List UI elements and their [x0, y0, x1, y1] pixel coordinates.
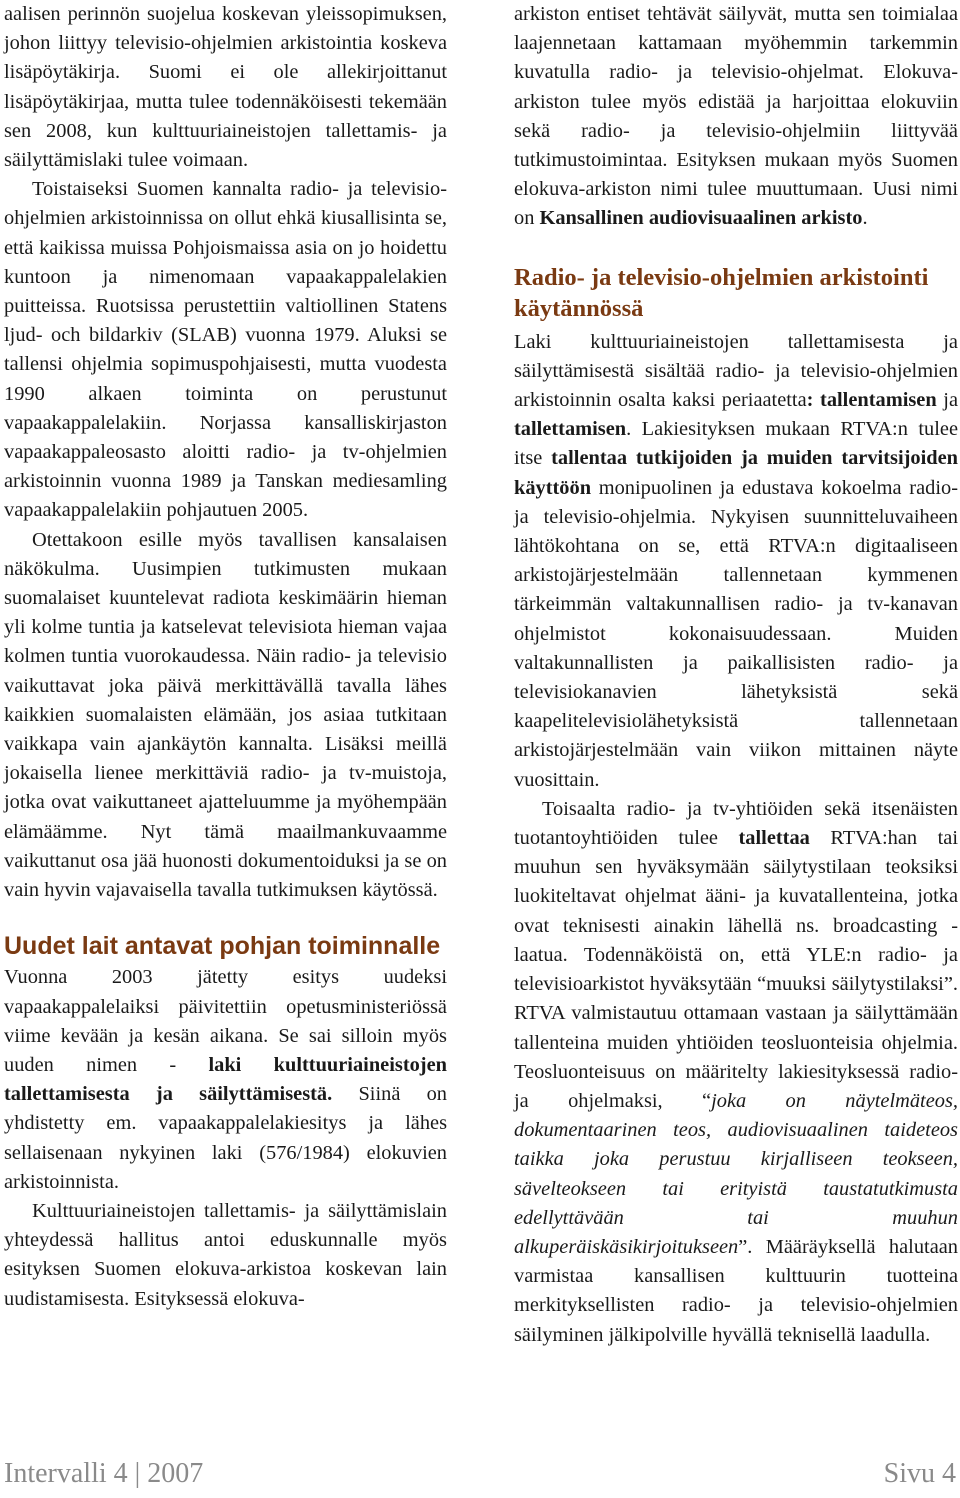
right-column — [514, 0, 958, 1350]
left-column — [4, 0, 447, 1314]
text-run: monipuolinen ja edustava kokoelma radio- ja televisio-ohjelmia. Nykyisen suunnitteluvaiheen lähtökohtana on se, että RTVA:n digitaaliseen arkistojärjestelmään tallennetaan kymmenen tärkeimmän valtakunnallisen radio- ja tv-kanavan ohjelmistot kokonaisuudessaan. Muiden valtakunnallisten ja paikallisisten radio- ja televisiokanavien lähetyksistä sekä kaapelitelevisiolähetyksistä tallennetaan arkistojärjestelmään vain viikon mittainen näyte vuosittain. — [514, 476, 958, 791]
bold-text: Kansallinen audiovisuaalinen arkisto — [539, 207, 863, 230]
paragraph — [4, 963, 447, 1197]
paragraph — [514, 795, 958, 1350]
paragraph: Otettakoon esille myös tavallisen kansalaisen näkökulma. Uusimpien tutkimusten mukaan suomalaiset kuuntelevat radiota keskimäärin hieman yli kolme tuntia ja katselevat televisiota hieman vajaa kolmen tuntia vuorokaudessa. Näin radio- ja televisio vaikuttavat joka päivä merkittävällä tavalla lähes kaikkien suomalaisten elämään, jos asiaa tutkitaan vaikkapa vain ajankäytön kannalta. Lisäksi meillä jokaisella lienee merkittäviä radio- ja tv-muistoja, jotka ovat vaikuttaneet ajatteluumme ja myöhempään elämäämme. Nyt tämä maailmankuvaamme vaikuttanut osa jää huonosti dokumentoiduksi ja se on vain hyvin vajavaisella tavalla tutkimuksen käytössä. — [4, 528, 447, 902]
text-run: ja — [936, 389, 958, 412]
footer-publication: Intervalli 4 | 2007 — [4, 1458, 204, 1489]
bold-text: tallettaa — [738, 827, 810, 850]
text-run: Siinä on yhdistetty em. vapaakappalelakiesitys ja lähes sellaisenaan nykyinen laki (576/1984) elokuvien arkistoinnista. — [4, 1083, 447, 1193]
bold-text: : tallentamisen — [806, 389, 937, 412]
bold-text: tallettamisen — [514, 418, 627, 441]
paragraph — [514, 328, 958, 795]
text-run: Laki kulttuuriaineistojen tallettamisesta ja säilyttämisestä sisältää radio- ja televisio-ohjelmien arkistoinnin osalta kaksi periaatetta — [514, 330, 958, 412]
paragraph: Toistaiseksi Suomen kannalta radio- ja televisio-ohjelmien arkistoinnissa on ollut ehkä kiusallisinta se, että kaikissa muissa Pohjoismaissa asia on jo hoidettu kuntoon ja nimenomaan vapaakappalelakien puitteissa. Ruotsissa perustettiin valtiollinen Statens ljud- och bildarkiv (SLAB) vuonna 1979. Aluksi se tallensi ohjelmia sopimuspohjaisesti, mutta vuodesta 1990 alkaen toiminta on perustunut vapaakappalelakiin. Norjassa kansalliskirjaston vapaakappaleosasto aloitti radio- ja tv-ohjelmien arkistoinnin vuonna 1989 ja Tanskan mediesamling vapaakappalelakiin pohjautuen 2005. — [4, 178, 447, 522]
text-run: Toisaalta radio- ja tv-yhtiöiden sekä itsenäisten tuotantoyhtiöiden tulee — [514, 797, 958, 850]
bold-text: laki kulttuuriaineistojen tallettamisesta ja säilyttämisestä. — [4, 1053, 447, 1106]
text-run: arkiston entiset tehtävät säilyvät, mutta sen toimialaa laajennetaan kattamaan myöhemmin tarkemmin kuvatulla radio- ja televisio-ohjelmat. Elokuva-arkiston tulee myös edistää ja harjoittaa elokuviin sekä radio- ja televisio-ohjelmiin liittyvää tutkimustoimintaa. Esityksen mukaan myös Suomen elokuva-arkiston nimi tulee muuttumaan. Uusi nimi on — [514, 3, 958, 230]
paragraph: Kulttuuriaineistojen tallettamis- ja säilyttämislain yhteydessä hallitus antoi eduskunnalle myös esityksen Suomen elokuva-arkistoa koskevan lain uudistamisesta. Esityksessä elokuva- — [4, 1199, 447, 1310]
text-run: ”. Määräyksellä halutaan varmistaa kansallisen kulttuurin tuotteina merkityksellisten radio- ja televisio-ohjelmien säilyminen jälkipolville hyvällä teknisellä laadulla. — [514, 1235, 958, 1346]
bold-text: tallentaa tutkijoiden ja muiden tarvitsijoiden käyttöön — [514, 447, 958, 499]
text-run: RTVA:han tai muuhun sen hyväksymään säilytystilaan teoksiksi luokiteltavat ohjelmat ääni- ja kuvatallenteina, jotka ovat teknisesti ainakin lähellä ns. broadcasting -laatua. Todennäköistä on, että YLE:n radio- ja televisioarkistot hyväksytään “muuksi säilytystilaksi”. RTVA valmistautuu ottamaan vastaan ja säilyttämään tallenteina muiden yhtiöiden teosluonteisia ohjelmia. Teosluonteisuus on määritelty lakiesityksessä radio- ja ohjelmaksi, “ — [514, 827, 958, 1112]
text-run: . — [862, 207, 868, 230]
text-run: Vuonna 2003 jätetty esitys uudeksi vapaakappalelaiksi päivitettiin opetusministeriössä viime kevään ja kesän aikana. Se sai silloin myös uuden nimen - — [4, 966, 447, 1076]
paragraph — [514, 0, 958, 234]
page-footer — [0, 1458, 960, 1498]
italic-text: joka on näytelmäteos, dokumentaarinen teos, audiovisuaalinen taideteos taikka joka perustuu kirjalliseen teokseen, sävelteokseen tai erityistä taustatutkimusta edellyttävään tai muuhun alkuperäiskäsikirjoitukseen — [514, 1089, 958, 1258]
text-run: . Lakiesityksen mukaan RTVA:n tulee itse — [514, 418, 958, 470]
paragraph: aalisen perinnön suojelua koskevan yleissopimuksen, johon liittyy televisio-ohjelmien arkistointia koskeva lisäpöytäkirja. Suomi ei ole allekirjoittanut lisäpöytäkirjaa, mutta tulee todennäköisesti tekemään sen 2008, kun kulttuuriaineistojen tallettamis- ja säilyttämislaki tulee voimaan. — [4, 3, 447, 172]
section-heading: Radio- ja televisio-ohjelmien arkistointi käytännössä — [514, 263, 929, 322]
footer-page-number: Sivu 4 — [883, 1458, 956, 1489]
section-heading: Uudet lait antavat pohjan toiminnalle — [4, 932, 441, 961]
